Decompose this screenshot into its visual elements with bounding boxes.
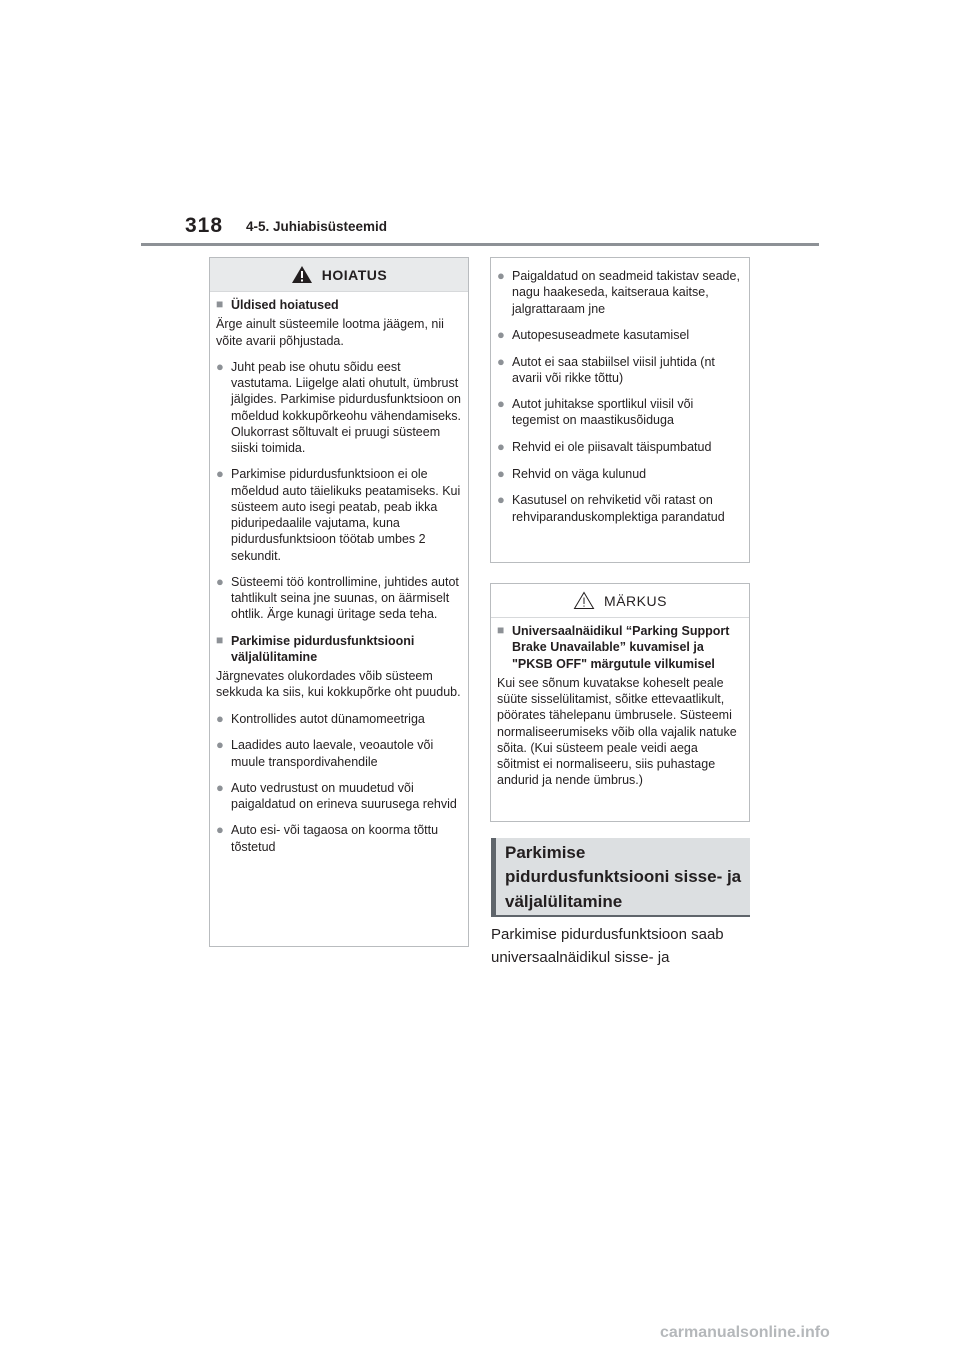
bullet-dot-icon: ● <box>216 737 224 753</box>
square-bullet-icon: ■ <box>216 632 224 647</box>
warning-paragraph: Ärge ainult süsteemile lootma jäägem, nii võite avarii põhjustada. <box>216 317 444 348</box>
list-item: ● Laadides auto laevale, veoautole või muule transpordivahendile <box>216 737 434 769</box>
list-item: ● Süsteemi töö kontrollimine, juhtides autot tahtlikult seina jne suunas, on äärmiselt ohtlik. Ärge kunagi üritage seda teha. <box>216 573 459 622</box>
list-item: ● Auto vedrustust on muudetud või paigaldatud on erineva suurusega rehvid <box>216 779 457 812</box>
bullet-dot-icon: ● <box>497 492 505 508</box>
bullet-dot-icon: ● <box>497 353 505 369</box>
bullet-dot-icon: ● <box>497 326 505 342</box>
bullet-dot-icon: ● <box>497 396 505 412</box>
notice-box <box>490 583 750 822</box>
warning-title: HOIATUS <box>321 266 388 283</box>
bullet-dot-icon: ● <box>216 358 224 374</box>
list-item: ● Autot ei saa stabiilsel viisil juhtida (nt avarii või rikke tõttu) <box>497 353 715 385</box>
bullet-dot-icon: ● <box>216 466 224 482</box>
warning-paragraph: Järgnevates olukordades võib süsteem sekkuda ka siis, kui kokkupõrke oht puudub. <box>216 669 461 700</box>
topic-title: Parkimise pidurdusfunktsiooni sisse- ja väljalülitamine <box>491 838 750 917</box>
notice-heading: ■ Universaalnäidikul “Parking Support Brake Unavailable” kuvamisel ja "PKSB OFF" märgutule vilkumisel <box>497 623 730 671</box>
list-item: ● Parkimise pidurdusfunktsioon ei ole mõeldud auto täielikuks peatamiseks. Kui süsteem auto isegi peatab, peab ikka piduripedaalile vajutama, kuna pidurdusfunktsioon töötab umbes 2 sekundit. <box>216 466 461 563</box>
warning-heading-general: ■ Üldised hoiatused <box>216 297 339 312</box>
list-item: ● Autopesuseadmete kasutamisel <box>497 326 690 342</box>
watermark: carmanualsonline.info <box>660 1324 830 1341</box>
list-item: ● Auto esi- või tagaosa on koorma tõttu tõstetud <box>216 822 439 854</box>
bullet-dot-icon: ● <box>216 822 224 838</box>
warning-box <box>209 257 469 947</box>
square-bullet-icon: ■ <box>497 623 505 637</box>
header-rule <box>141 243 819 246</box>
list-item: ● Juht peab ise ohutu sõidu eest vastutama. Liigelge alati ohutult, ümbrust jälgides. Parkimise pidurdusfunktsioon on mõeldud kokkupõrkeohu vähendamiseks. Olukorrast sõltuvalt ei pruugi süsteem siiski toimida. <box>216 358 461 455</box>
warning-triangle-icon <box>291 265 313 284</box>
warning-heading-disable: ■ Parkimise pidurdusfunktsiooni väljalülitamine <box>216 632 415 664</box>
list-item: ● Kasutusel on rehviketid või ratast on rehviparanduskomplektiga parandatud <box>497 492 725 524</box>
square-bullet-icon: ■ <box>216 297 224 311</box>
list-item: ● Autot juhitakse sportlikul viisil või tegemist on maastikusõiduga <box>497 396 694 428</box>
bullet-dot-icon: ● <box>497 268 505 283</box>
bullet-dot-icon: ● <box>216 710 224 726</box>
bullet-dot-icon: ● <box>216 573 224 589</box>
list-item: ● Rehvid ei ole piisavalt täispumbatud <box>497 438 712 454</box>
notice-header <box>491 584 749 618</box>
notice-paragraph: Kui see sõnum kuvatakse koheselt peale süüte sisselülitamist, sõitke ettevaatlikult, pöörates tähelepanu ümbrusele. Süsteemi normaliseerumiseks võib olla vajalik natuke sõita. (Kui süsteem peale veidi aega sõitmist ei normaliseeru, siis puhastage andurid ja nende ümbrus.) <box>497 675 737 788</box>
list-item: ● Paigaldatud on seadmeid takistav seade, nagu haakeseda, kaitseraua kaitse, jalgrattaraam jne <box>497 268 740 316</box>
bullet-dot-icon: ● <box>216 779 224 795</box>
notice-title: MÄRKUS <box>604 592 667 609</box>
list-item: ● Kontrollides autot dünamomeetriga <box>216 710 425 726</box>
topic-body: Parkimise pidurdusfunktsioon saab universaalnäidikul sisse- ja <box>491 926 724 966</box>
bullet-dot-icon: ● <box>497 438 505 454</box>
list-item: ● Rehvid on väga kulunud <box>497 465 647 481</box>
notice-body <box>491 618 749 789</box>
page-number: 318 <box>185 214 224 237</box>
warning-continued-box <box>490 257 750 563</box>
caution-triangle-icon <box>573 591 595 610</box>
warning-header <box>210 258 468 292</box>
warning-body <box>210 292 468 855</box>
bullet-dot-icon: ● <box>497 465 505 481</box>
section-title: 4-5. Juhiabisüsteemid <box>246 219 388 234</box>
warning-continued-body <box>491 263 749 525</box>
